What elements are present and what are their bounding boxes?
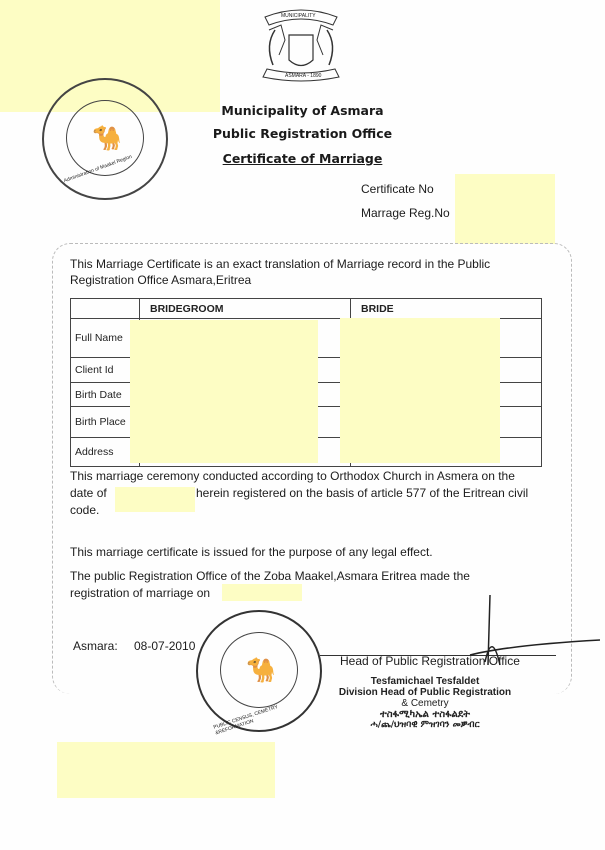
header-bride: BRIDE [351,299,542,319]
signatory-block [330,676,520,731]
registration-line-2: registration of marriage on [70,586,211,600]
office-name: Public Registration Office [212,126,393,141]
header-blank [71,299,140,319]
ceremony-line-2b: herein registered on the basis of article 577 of the Eritrean civil [196,486,529,500]
camel-icon: 🐪 [92,125,122,152]
official-stamp-bottom [196,610,322,737]
stamp-bottom-text: PUBLIC CENSUS, CEMETRY &REFORMATION [212,704,279,737]
ceremony-line-3: code. [70,503,100,517]
crest-text-bottom: ASMARA - 1890 [285,73,322,79]
redaction-cert-numbers [455,174,555,244]
signatory-name-tigrinya: ተስፋሚካኤል ተስፋልደት [379,709,470,720]
redaction-bottom [57,742,275,798]
signatory-role-tigrinya: ሓ/ጨ/ህዝባዊ ምዝገባን መቓብር [370,720,480,730]
row-label-birth-date: Birth Date [71,383,140,407]
header-bridegroom: BRIDEGROOM [140,299,351,319]
redaction-groom [130,320,318,463]
municipality-crest [255,5,347,85]
reg-no-label: Marrage Reg.No [361,206,450,220]
issue-date: 08-07-2010 [134,639,196,653]
ceremony-line-1: This marriage ceremony conducted according to Orthodox Church in Asmera on the [70,469,515,483]
crest-text-top: MUNICIPALITY [281,13,316,19]
row-label-address: Address [71,438,140,467]
signatory-title: Head of Public Registration Office [340,654,520,668]
redaction-ceremony-date [115,487,195,512]
redaction-bride [340,318,500,463]
org-name: Municipality of Asmara [221,103,384,118]
row-label-full-name: Full Name [71,319,140,358]
signatory-role: Division Head of Public Registration [338,687,512,698]
camel-icon: 🐪 [246,657,276,684]
stamp-text: Administration of Maakel Region [63,153,133,185]
intro-text: This Marriage Certificate is an exact translation of Marriage record in the Public Registration Office Asmara,Eritrea [70,257,491,287]
row-label-client-id: Client Id [71,358,140,383]
document-title: Certificate of Marriage [222,151,383,166]
place-label: Asmara: [73,639,118,653]
purpose-text: This marriage certificate is issued for the purpose of any legal effect. [70,545,433,559]
redaction-registration-date [222,584,302,601]
row-label-birth-place: Birth Place [71,407,140,438]
registration-line-1: The public Registration Office of the Zoba Maakel,Asmara Eritrea made the [70,569,470,583]
signatory-name: Tesfamichael Tesfaldet [370,676,480,687]
ceremony-line-2a: date of [70,486,107,500]
certificate-no-label: Certificate No [361,182,434,196]
signatory-role-2: & Cemetry [401,698,449,709]
